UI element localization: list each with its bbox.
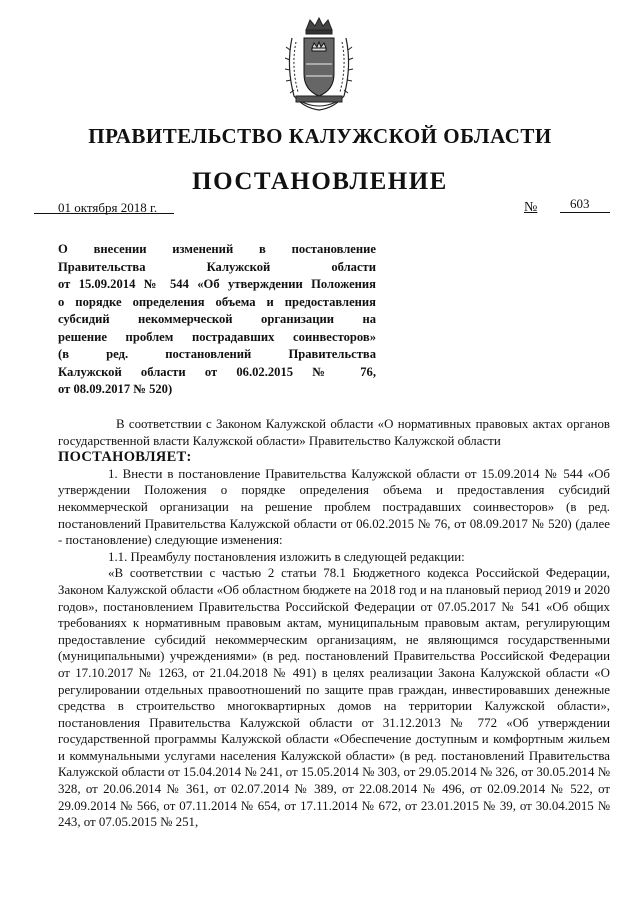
item-1-paragraph: 1. Внести в постановление Правительства Калужской области от 15.09.2014 № 544 «Об утверждении Положения о порядке определения объема и предоставления субсидий некоммерческой организации на решение проблем пострадавших соинвесторов» (в ред. постановлений Правительства Калужской области от 06.02.2015 № 76, от 08.09.2017 № 520) (далее - постановление) следующие изменения: — [58, 466, 610, 548]
subject-line: (в ред. постановлений Правительства — [58, 347, 376, 361]
date-underline — [34, 213, 174, 214]
quoted-preamble-paragraph: «В соответствии с частью 2 статьи 78.1 Бюджетного кодекса Российской Федерации, Законом Калужской области «Об областном бюджете на 2018 год и на плановый период 2019 и 2020 годов», постановлением Правительства Российской Федерации от 07.05.2017 № 541 «Об общих требованиях к нормативным правовым актам, муниципальным правовым актам, регулирующим предоставление субсидий некоммерческим организациям, не являющимся государственными (муниципальными) учреждениями» (в ред. постановлений Правительства Российской Федерации от 17.10.2017 № 1263, от 21.04.2018 № 491) в целях реализации Закона Калужской области «О регулировании отдельных правоотношений по защите прав граждан, инвестировавших денежные средства в строительство многоквартирных домов на территории Калужской области», постановления Правительства Калужской области от 31.12.2013 № 772 «Об утверждении государственной программы Калужской области «Обеспечение доступным и комфортным жильем и коммунальными услугами населения Калужской области» (в ред. постановлений Правительства Калужской области от 15.04.2014 № 241, от 15.05.2014 № 303, от 29.05.2014 № 326, от 30.05.2014 № 328, от 20.06.2014 № 361, от 02.07.2014 № 389, от 22.08.2014 № 496, от 02.09.2014 № 522, от 29.09.2014 № 566, от 07.11.2014 № 654, от 17.11.2014 № 672, от 23.01.2015 № 39, от 30.04.2015 № 243, от 07.05.2015 № 251, — [58, 566, 610, 830]
number-underline — [560, 212, 610, 213]
document-body — [58, 416, 610, 831]
subject-line: Калужской области от 06.02.2015 № 76, — [58, 364, 376, 379]
subject-line: от 08.09.2017 № 520) — [58, 382, 173, 396]
document-subject — [58, 241, 376, 399]
subject-line: решение проблем пострадавших соинвесторов» — [58, 329, 376, 344]
preamble-paragraph: В соответствии с Законом Калужской области «О нормативных правовых актах органов государственной власти Калужской области» Правительство Калужской области — [58, 417, 610, 448]
government-title: ПРАВИТЕЛЬСТВО КАЛУЖСКОЙ ОБЛАСТИ — [88, 124, 552, 148]
document-number: 603 — [570, 196, 590, 211]
subject-line: от 15.09.2014 № 544 «Об утверждении Положения — [58, 277, 376, 291]
document-type: ПОСТАНОВЛЕНИЕ — [192, 168, 448, 195]
subject-line: субсидий некоммерческой организации на — [58, 312, 376, 326]
coat-of-arms-icon — [282, 16, 356, 112]
decree-heading: ПОСТАНОВЛЯЕТ: — [58, 449, 192, 466]
item-1-1-paragraph: 1.1. Преамбулу постановления изложить в следующей редакции: — [108, 549, 465, 564]
subject-line: о порядке определения объема и предоставления — [58, 294, 376, 309]
number-label: № — [524, 200, 538, 215]
subject-line: Правительства Калужской области — [58, 259, 376, 274]
document-date: 01 октября 2018 г. — [58, 200, 158, 215]
subject-line: О внесении изменений в постановление — [58, 242, 376, 256]
